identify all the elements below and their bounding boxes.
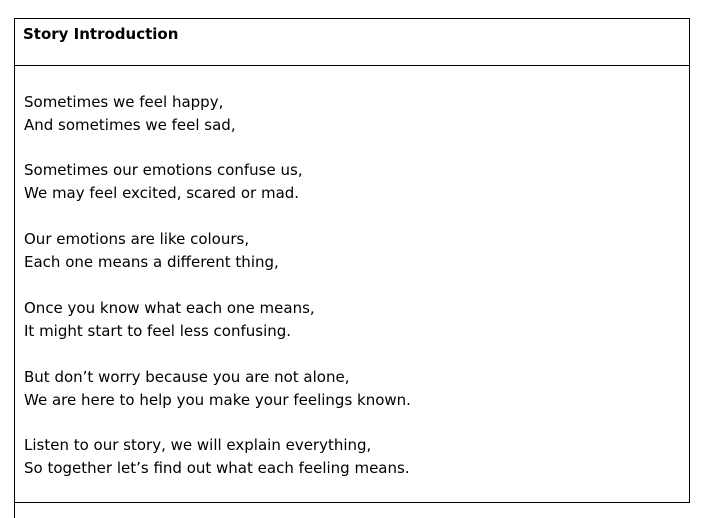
poem-line: So together let’s find out what each feeling means.: [24, 459, 410, 477]
poem-line: Listen to our story, we will explain everything,: [24, 436, 372, 454]
poem-line: Each one means a different thing,: [24, 253, 279, 271]
stanza: [24, 434, 410, 480]
stanza: [24, 159, 303, 205]
section-title: Story Introduction: [23, 25, 179, 43]
poem-line: And sometimes we feel sad,: [24, 116, 236, 134]
stanza: [24, 297, 315, 343]
poem-line: Sometimes our emotions confuse us,: [24, 161, 303, 179]
poem-line: Sometimes we feel happy,: [24, 93, 224, 111]
poem-line: We are here to help you make your feelings known.: [24, 391, 411, 409]
poem-line: Our emotions are like colours,: [24, 230, 250, 248]
poem-line: We may feel excited, scared or mad.: [24, 184, 300, 202]
poem-line: Once you know what each one means,: [24, 299, 315, 317]
stanza: [24, 366, 411, 412]
stanza: [24, 228, 279, 274]
story-table: [14, 18, 690, 503]
poem-cell: [15, 66, 689, 502]
stanza: [24, 91, 236, 137]
table-edge-line: [14, 503, 15, 518]
poem-line: But don’t worry because you are not alone,: [24, 368, 350, 386]
poem-line: It might start to feel less confusing.: [24, 322, 292, 340]
table-header-cell: [15, 19, 689, 66]
